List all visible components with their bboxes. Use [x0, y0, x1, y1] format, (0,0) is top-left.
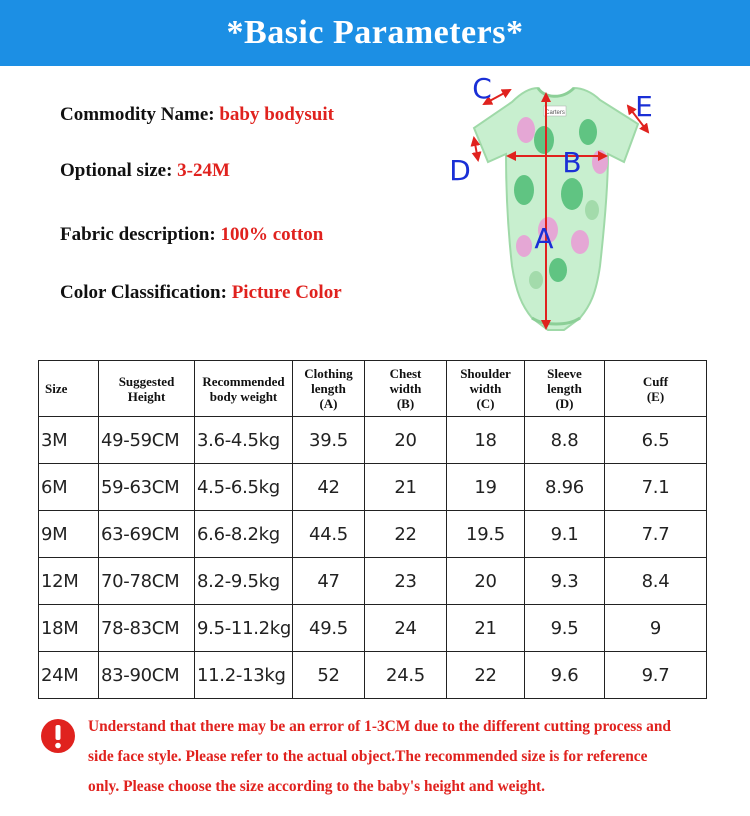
page-banner: *Basic Parameters* — [0, 0, 750, 66]
column-header — [525, 361, 605, 417]
bodysuit-diagram — [440, 70, 670, 350]
column-header — [365, 361, 447, 417]
column-header-line: (C) — [476, 396, 495, 411]
table-cell: 24 — [365, 605, 447, 652]
table-cell: 3M — [39, 417, 99, 464]
table-cell: 49.5 — [293, 605, 365, 652]
column-header-line: width — [469, 381, 502, 396]
param-label: Color Classification: — [60, 282, 227, 303]
column-header — [293, 361, 365, 417]
label-d: D — [449, 154, 471, 187]
param-label: Commodity Name: — [60, 104, 215, 125]
param-value: baby bodysuit — [219, 104, 334, 125]
table-cell: 59-63CM — [99, 464, 195, 511]
table-cell: 47 — [293, 558, 365, 605]
column-header-line: length — [547, 381, 582, 396]
table-cell: 20 — [365, 417, 447, 464]
table-cell: 9 — [605, 605, 707, 652]
warning-icon — [40, 718, 76, 754]
table-cell: 22 — [447, 652, 525, 699]
table-cell: 83-90CM — [99, 652, 195, 699]
table-cell: 24M — [39, 652, 99, 699]
param-label: Fabric description: — [60, 224, 216, 245]
sizing-notice — [88, 712, 728, 802]
param-label: Optional size: — [60, 160, 173, 181]
table-row — [39, 652, 707, 699]
table-cell: 78-83CM — [99, 605, 195, 652]
table-cell: 9.5 — [525, 605, 605, 652]
table-cell: 9.5-11.2kg — [195, 605, 293, 652]
table-row — [39, 464, 707, 511]
size-chart-table — [38, 360, 707, 699]
label-e: E — [635, 90, 653, 123]
table-cell: 44.5 — [293, 511, 365, 558]
column-header-line: Cuff — [642, 373, 669, 389]
table-cell: 9.3 — [525, 558, 605, 605]
column-header-line: Recommended — [202, 373, 285, 389]
column-header-line: Chest — [389, 366, 422, 381]
table-cell: 9.1 — [525, 511, 605, 558]
label-a: A — [534, 222, 554, 255]
label-c: C — [472, 72, 492, 105]
table-cell: 6.5 — [605, 417, 707, 464]
table-cell: 8.96 — [525, 464, 605, 511]
column-header — [605, 361, 707, 417]
table-row — [39, 558, 707, 605]
column-header — [39, 361, 99, 417]
column-header-line: length — [311, 381, 346, 396]
table-cell: 18 — [447, 417, 525, 464]
param-value: 100% cotton — [220, 224, 324, 245]
column-header-line: Size — [45, 381, 68, 396]
column-header — [195, 361, 293, 417]
table-cell: 12M — [39, 558, 99, 605]
arrow-d — [474, 138, 478, 160]
table-cell: 8.4 — [605, 558, 707, 605]
param-optional-size — [60, 160, 230, 182]
param-color-classification — [60, 282, 342, 304]
param-value: Picture Color — [231, 282, 342, 303]
param-value: 3-24M — [177, 160, 230, 181]
param-fabric-description — [60, 224, 323, 246]
table-cell: 70-78CM — [99, 558, 195, 605]
notice-line: Understand that there may be an error of 1-3CM due to the different cutting process and — [88, 718, 671, 735]
param-commodity-name — [60, 104, 334, 126]
table-cell: 42 — [293, 464, 365, 511]
notice-line: only. Please choose the size according to the baby's height and weight. — [88, 778, 546, 795]
notice-line: side face style. Please refer to the actual object.The recommended size is for reference — [88, 748, 648, 765]
label-b: B — [562, 146, 582, 179]
table-cell: 63-69CM — [99, 511, 195, 558]
table-cell: 8.2-9.5kg — [195, 558, 293, 605]
table-cell: 21 — [365, 464, 447, 511]
table-cell: 49-59CM — [99, 417, 195, 464]
table-cell: 23 — [365, 558, 447, 605]
column-header-line: (B) — [396, 396, 415, 411]
table-cell: 24.5 — [365, 652, 447, 699]
column-header-line: Height — [127, 388, 166, 404]
column-header-line: body weight — [209, 388, 278, 404]
column-header — [99, 361, 195, 417]
column-header-line: (E) — [646, 388, 665, 404]
column-header-line: Clothing — [304, 366, 353, 381]
table-cell: 18M — [39, 605, 99, 652]
bodysuit-shape — [474, 88, 638, 330]
column-header-line: Sleeve — [547, 366, 582, 381]
table-cell: 11.2-13kg — [195, 652, 293, 699]
table-cell: 21 — [447, 605, 525, 652]
table-cell: 3.6-4.5kg — [195, 417, 293, 464]
garment-tag: Carters — [545, 110, 565, 116]
table-cell: 19.5 — [447, 511, 525, 558]
table-cell: 7.7 — [605, 511, 707, 558]
table-cell: 22 — [365, 511, 447, 558]
column-header-line: Suggested — [118, 373, 175, 389]
table-row — [39, 511, 707, 558]
table-cell: 9.6 — [525, 652, 605, 699]
table-cell: 8.8 — [525, 417, 605, 464]
table-cell: 20 — [447, 558, 525, 605]
table-row — [39, 417, 707, 464]
table-cell: 52 — [293, 652, 365, 699]
table-cell: 39.5 — [293, 417, 365, 464]
column-header-line: (A) — [319, 396, 338, 411]
column-header-line: Shoulder — [460, 366, 511, 381]
column-header — [447, 361, 525, 417]
table-cell: 6.6-8.2kg — [195, 511, 293, 558]
column-header-line: width — [389, 381, 422, 396]
column-header-line: (D) — [555, 396, 574, 411]
table-cell: 7.1 — [605, 464, 707, 511]
table-body — [39, 417, 707, 699]
table-row — [39, 605, 707, 652]
table-cell: 9.7 — [605, 652, 707, 699]
table-header-row — [39, 361, 707, 417]
table-cell: 9M — [39, 511, 99, 558]
table-cell: 6M — [39, 464, 99, 511]
table-cell: 19 — [447, 464, 525, 511]
table-cell: 4.5-6.5kg — [195, 464, 293, 511]
